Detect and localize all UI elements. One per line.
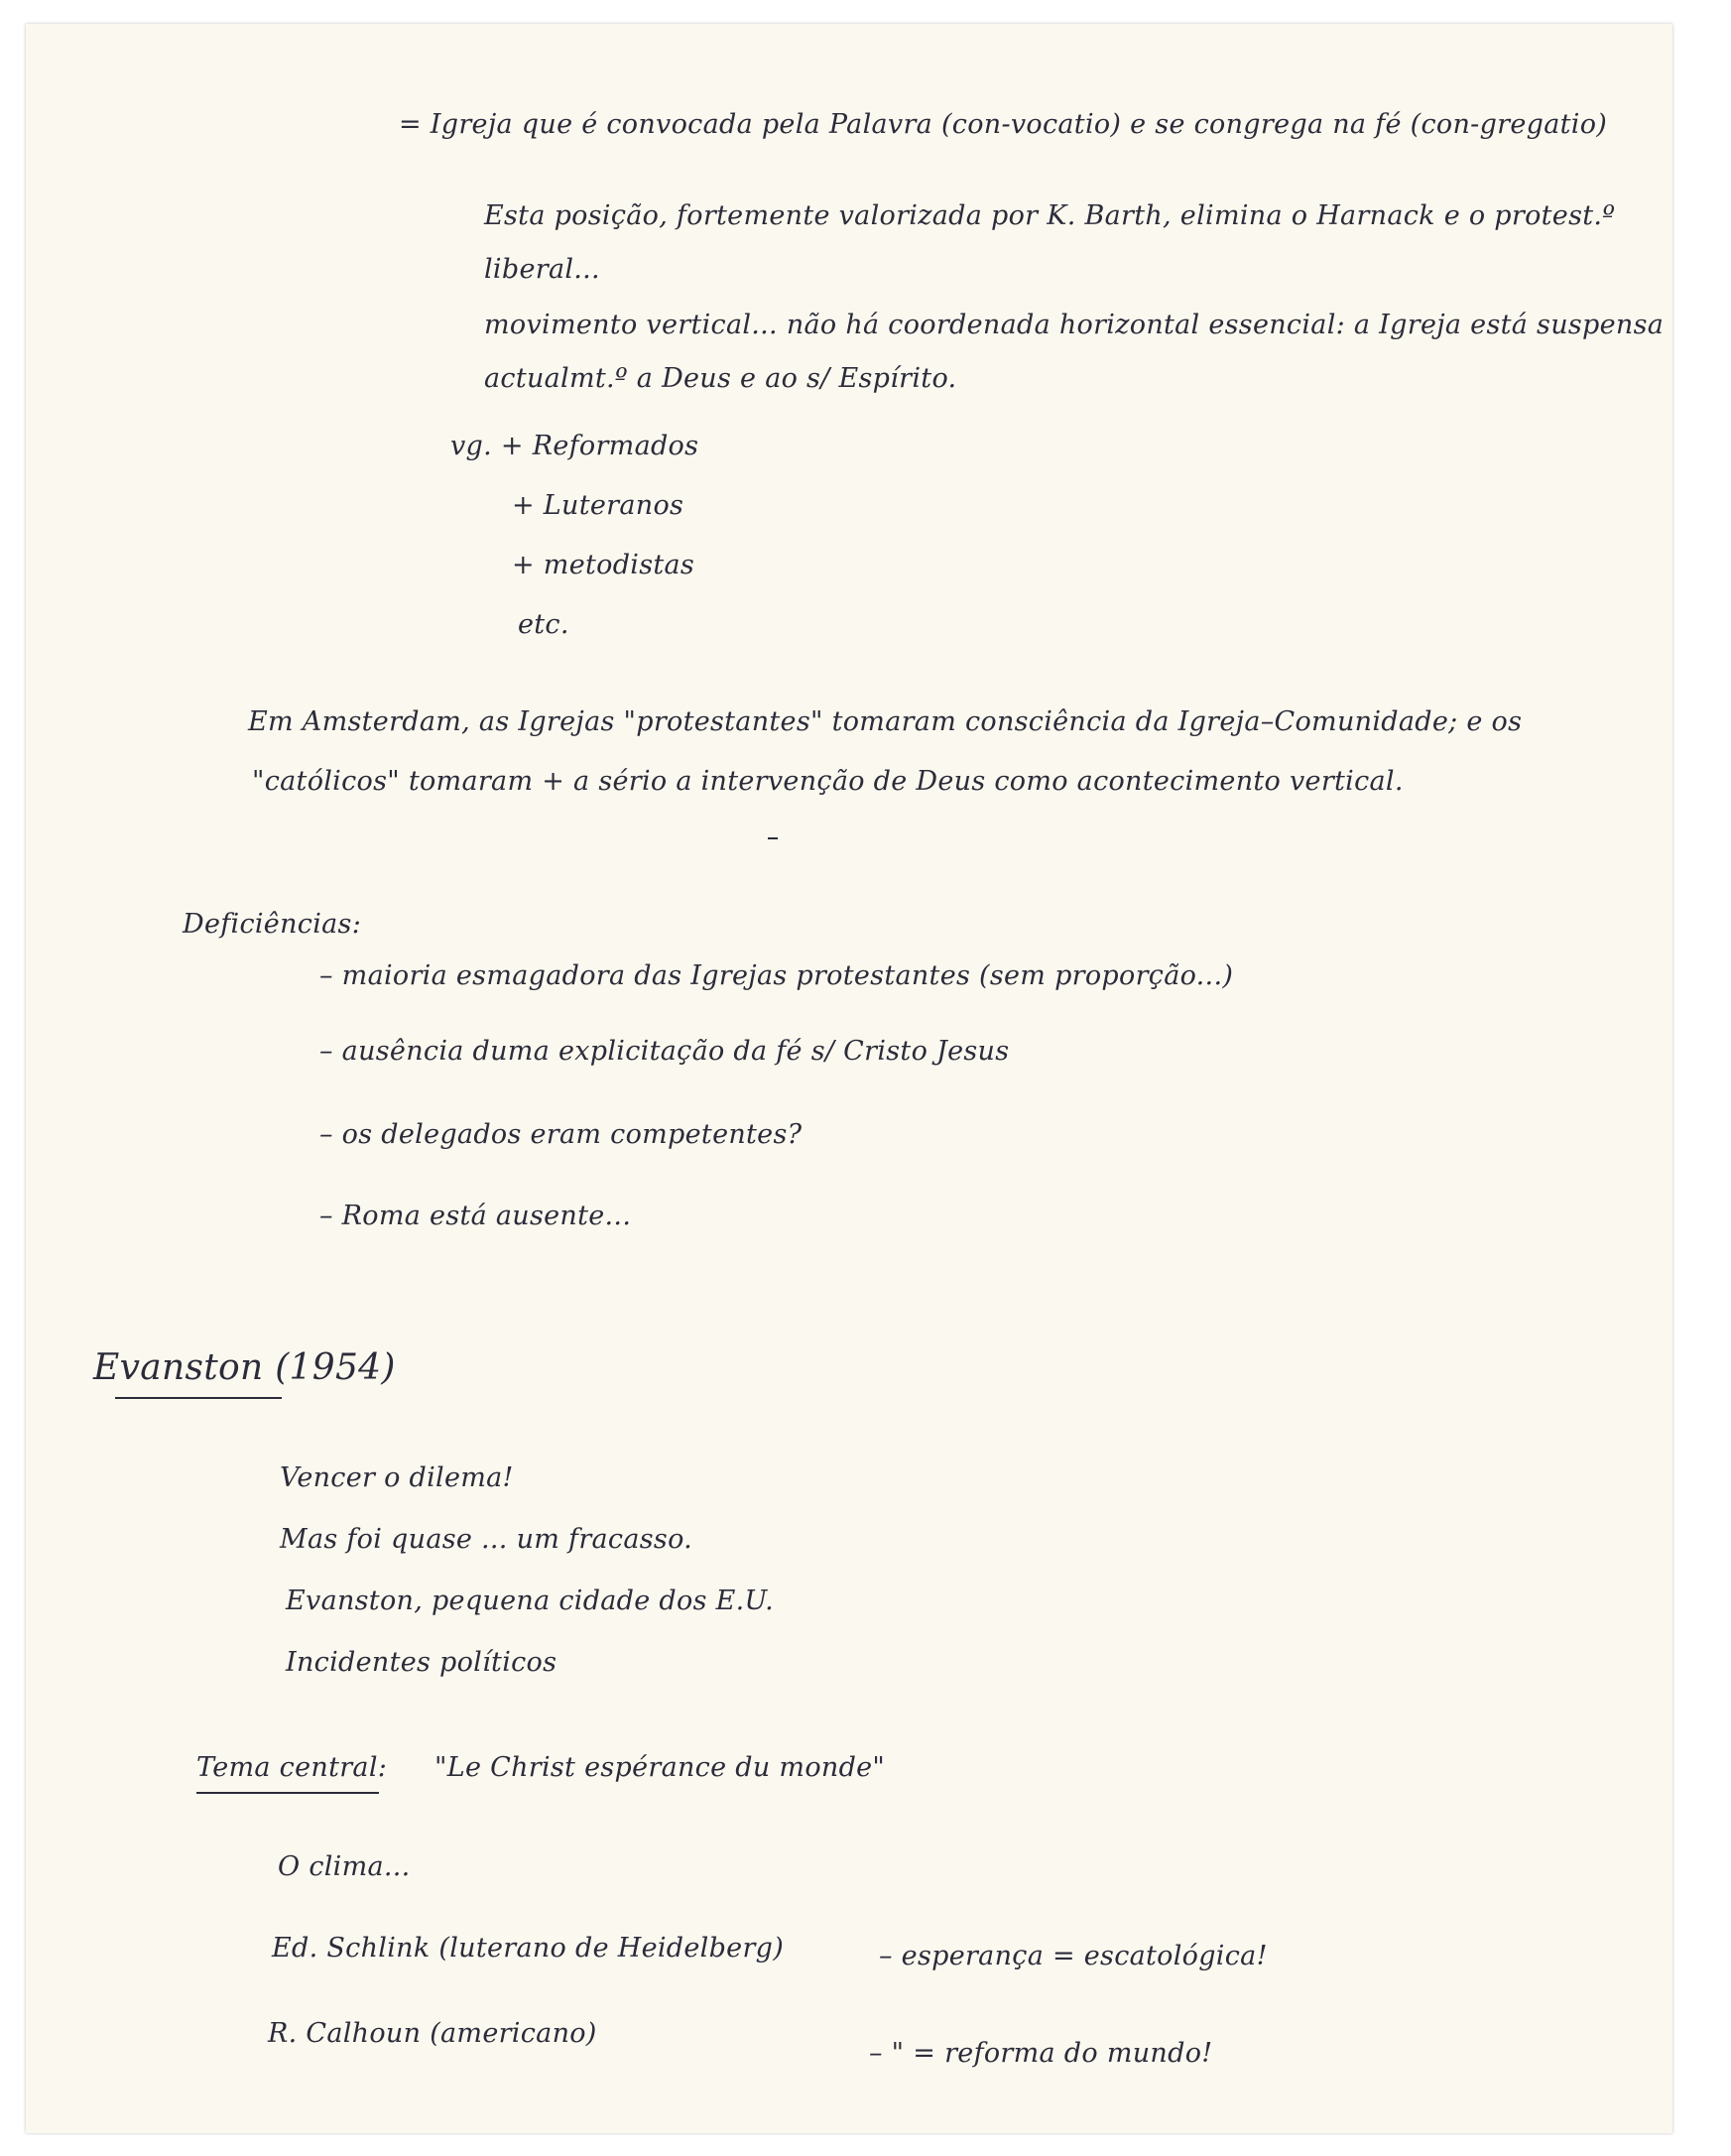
line-5: actualmt.º a Deus e ao s/ Espírito. — [484, 363, 957, 394]
manuscript-page — [26, 24, 1672, 2133]
line-28: – " = reforma do mundo! — [869, 2038, 1213, 2069]
line-22: Tema central: — [196, 1752, 388, 1783]
line-14: – ausência duma explicitação da fé s/ Cristo Jesus — [319, 1036, 1010, 1067]
line-12: Deficiências: — [183, 909, 362, 940]
heading-evanston: Evanston (1954) — [93, 1347, 396, 1388]
line-21: Incidentes políticos — [286, 1647, 557, 1678]
line-8: + metodistas — [512, 550, 695, 580]
line-4: movimento vertical... não há coordenada horizontal essencial: a Igreja está suspensa — [484, 310, 1665, 340]
line-18: Vencer o dilema! — [280, 1462, 514, 1493]
heading-underline — [115, 1397, 282, 1399]
line-25: Ed. Schlink (luterano de Heidelberg) — [272, 1933, 785, 1964]
line-2: Esta posição, fortemente valorizada por K. Barth, elimina o Harnack e o protest.º — [484, 200, 1616, 231]
line-24: O clima... — [278, 1851, 411, 1882]
line-23: "Le Christ espérance du monde" — [434, 1752, 886, 1783]
line-15: – os delegados eram competentes? — [319, 1119, 803, 1150]
line-13: – maioria esmagadora das Igrejas protestantes (sem proporção...) — [319, 960, 1234, 991]
line-16: – Roma está ausente... — [319, 1201, 632, 1231]
tema-underline — [196, 1792, 379, 1794]
line-10: Em Amsterdam, as Igrejas "protestantes" tomaram consciência da Igreja–Comunidade; e os — [248, 706, 1523, 737]
line-20: Evanston, pequena cidade dos E.U. — [286, 1585, 774, 1616]
line-3: liberal... — [484, 254, 600, 285]
line-6: vg. + Reformados — [450, 431, 699, 461]
stray-mark — [768, 837, 778, 839]
line-7: + Luteranos — [512, 490, 684, 521]
line-19: Mas foi quase ... um fracasso. — [280, 1524, 693, 1555]
line-27: R. Calhoun (americano) — [268, 2018, 597, 2049]
line-11: "católicos" tomaram + a sério a intervenção de Deus como acontecimento vertical. — [252, 766, 1404, 797]
line-1: = Igreja que é convocada pela Palavra (con-vocatio) e se congrega na fé (con-gregatio) — [399, 109, 1608, 140]
line-26: – esperança = escatológica! — [879, 1941, 1268, 1971]
line-9: etc. — [518, 609, 569, 640]
